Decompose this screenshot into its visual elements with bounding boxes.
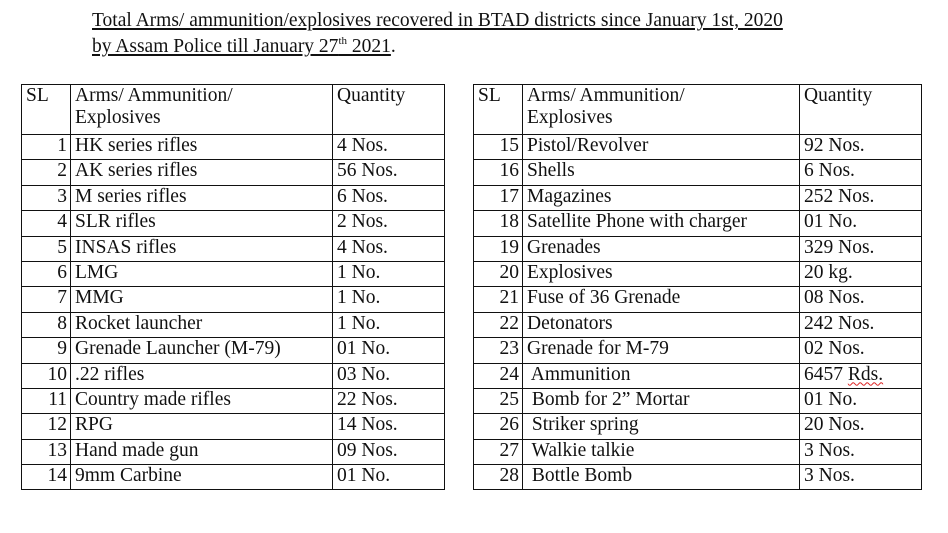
- table-row: [474, 312, 922, 337]
- title-line-1: [92, 8, 872, 34]
- row-item: HK series rifles: [71, 135, 333, 160]
- row-item: Shells: [523, 160, 800, 185]
- table-row: [474, 211, 922, 236]
- header-item: [523, 85, 800, 135]
- row-quantity: 01 No.: [333, 465, 445, 490]
- table-row: [474, 439, 922, 464]
- row-quantity: 1 No.: [333, 287, 445, 312]
- table-row: [22, 439, 445, 464]
- table-row: [22, 388, 445, 413]
- row-quantity: 2 Nos.: [333, 211, 445, 236]
- row-item: Hand made gun: [71, 439, 333, 464]
- row-sl: 4: [22, 211, 71, 236]
- row-quantity: 02 Nos.: [800, 338, 922, 363]
- row-sl: 14: [22, 465, 71, 490]
- row-sl: 5: [22, 236, 71, 261]
- row-quantity: 56 Nos.: [333, 160, 445, 185]
- recoveries-table-left: [21, 84, 445, 490]
- row-sl: 1: [22, 135, 71, 160]
- row-sl: 25: [474, 388, 523, 413]
- table-row: [474, 287, 922, 312]
- table-row: [22, 338, 445, 363]
- row-sl: 16: [474, 160, 523, 185]
- table-row: [474, 261, 922, 286]
- row-item: Grenades: [523, 236, 800, 261]
- table-row: [474, 338, 922, 363]
- table-row: [474, 135, 922, 160]
- table-row: [22, 211, 445, 236]
- title-line-2: [92, 34, 872, 60]
- row-quantity: 4 Nos.: [333, 236, 445, 261]
- row-sl: 13: [22, 439, 71, 464]
- row-sl: 11: [22, 388, 71, 413]
- header-item-line2: Explosives: [75, 107, 161, 128]
- row-quantity-value: 6457: [804, 363, 848, 385]
- row-quantity: 3 Nos.: [800, 465, 922, 490]
- header-item: [71, 85, 333, 135]
- row-item: Explosives: [523, 261, 800, 286]
- table-row: [22, 312, 445, 337]
- row-item: M series rifles: [71, 185, 333, 210]
- row-item: Fuse of 36 Grenade: [523, 287, 800, 312]
- row-item: AK series rifles: [71, 160, 333, 185]
- row-sl: 12: [22, 414, 71, 439]
- row-item: Grenade for M-79: [523, 338, 800, 363]
- table-header-row: [22, 85, 445, 135]
- row-sl: 2: [22, 160, 71, 185]
- row-quantity: 01 No.: [333, 338, 445, 363]
- table-row: [474, 414, 922, 439]
- row-item: Detonators: [523, 312, 800, 337]
- row-sl: 6: [22, 261, 71, 286]
- row-quantity: 1 No.: [333, 312, 445, 337]
- table-row: [22, 414, 445, 439]
- table-row: [22, 135, 445, 160]
- row-quantity: [800, 363, 922, 388]
- table-row: [474, 185, 922, 210]
- row-sl: 8: [22, 312, 71, 337]
- row-sl: 3: [22, 185, 71, 210]
- row-sl: 7: [22, 287, 71, 312]
- title-text-2-main: by Assam Police till January 27: [92, 36, 339, 57]
- table-row: [474, 160, 922, 185]
- row-sl: 27: [474, 439, 523, 464]
- header-item-line1: Arms/ Ammunition/: [75, 85, 233, 106]
- row-item: LMG: [71, 261, 333, 286]
- header-quantity: Quantity: [333, 85, 445, 135]
- row-quantity: 1 No.: [333, 261, 445, 286]
- table-row: [474, 388, 922, 413]
- header-item-line2: Explosives: [527, 107, 613, 128]
- title-text-2: [92, 36, 391, 57]
- title-superscript: th: [338, 34, 347, 47]
- title-period: .: [390, 36, 396, 57]
- row-item: Ammunition: [523, 363, 800, 388]
- row-item: Rocket launcher: [71, 312, 333, 337]
- row-quantity: 01 No.: [800, 388, 922, 413]
- row-sl: 23: [474, 338, 523, 363]
- row-item: Grenade Launcher (M-79): [71, 338, 333, 363]
- row-item: Striker spring: [523, 414, 800, 439]
- row-quantity: 01 No.: [800, 211, 922, 236]
- table-row: [22, 236, 445, 261]
- row-item: Bomb for 2” Mortar: [523, 388, 800, 413]
- table-row: [22, 261, 445, 286]
- row-quantity: 6 Nos.: [333, 185, 445, 210]
- row-quantity: 08 Nos.: [800, 287, 922, 312]
- table-row: [22, 465, 445, 490]
- row-quantity: 09 Nos.: [333, 439, 445, 464]
- row-sl: 22: [474, 312, 523, 337]
- header-sl: SL: [474, 85, 523, 135]
- document-title: [92, 8, 872, 60]
- row-quantity: 20 Nos.: [800, 414, 922, 439]
- row-item: Walkie talkie: [523, 439, 800, 464]
- row-sl: 24: [474, 363, 523, 388]
- row-quantity: 03 No.: [333, 363, 445, 388]
- header-item-line1: Arms/ Ammunition/: [527, 85, 685, 106]
- row-sl: 26: [474, 414, 523, 439]
- row-item: MMG: [71, 287, 333, 312]
- row-item: INSAS rifles: [71, 236, 333, 261]
- row-quantity: 242 Nos.: [800, 312, 922, 337]
- title-text-1: Total Arms/ ammunition/explosives recovered in BTAD districts since January 1st, 2020: [92, 10, 783, 31]
- table-row: [22, 185, 445, 210]
- row-quantity: 6 Nos.: [800, 160, 922, 185]
- row-item: 9mm Carbine: [71, 465, 333, 490]
- row-quantity: 329 Nos.: [800, 236, 922, 261]
- row-item: .22 rifles: [71, 363, 333, 388]
- row-sl: 9: [22, 338, 71, 363]
- row-sl: 20: [474, 261, 523, 286]
- table-row: [22, 363, 445, 388]
- table-header-row: [474, 85, 922, 135]
- row-sl: 18: [474, 211, 523, 236]
- table-row: [22, 160, 445, 185]
- spellcheck-marked-unit: Rds.: [847, 363, 884, 385]
- table-row: [474, 465, 922, 490]
- row-quantity: 92 Nos.: [800, 135, 922, 160]
- recoveries-table-right: [473, 84, 922, 490]
- header-sl: SL: [22, 85, 71, 135]
- table-row: [474, 363, 922, 388]
- row-item: Satellite Phone with charger: [523, 211, 800, 236]
- table-row: [22, 287, 445, 312]
- table-row: [474, 236, 922, 261]
- row-quantity: 22 Nos.: [333, 388, 445, 413]
- row-item: SLR rifles: [71, 211, 333, 236]
- row-quantity: 4 Nos.: [333, 135, 445, 160]
- header-quantity: Quantity: [800, 85, 922, 135]
- row-item: Pistol/Revolver: [523, 135, 800, 160]
- row-quantity: 14 Nos.: [333, 414, 445, 439]
- row-quantity: 3 Nos.: [800, 439, 922, 464]
- row-item: Bottle Bomb: [523, 465, 800, 490]
- title-year: 2021: [347, 36, 391, 57]
- row-item: Country made rifles: [71, 388, 333, 413]
- row-item: Magazines: [523, 185, 800, 210]
- row-quantity: 252 Nos.: [800, 185, 922, 210]
- row-sl: 10: [22, 363, 71, 388]
- row-sl: 28: [474, 465, 523, 490]
- row-sl: 15: [474, 135, 523, 160]
- row-sl: 21: [474, 287, 523, 312]
- row-item: RPG: [71, 414, 333, 439]
- row-sl: 17: [474, 185, 523, 210]
- row-sl: 19: [474, 236, 523, 261]
- row-quantity: 20 kg.: [800, 261, 922, 286]
